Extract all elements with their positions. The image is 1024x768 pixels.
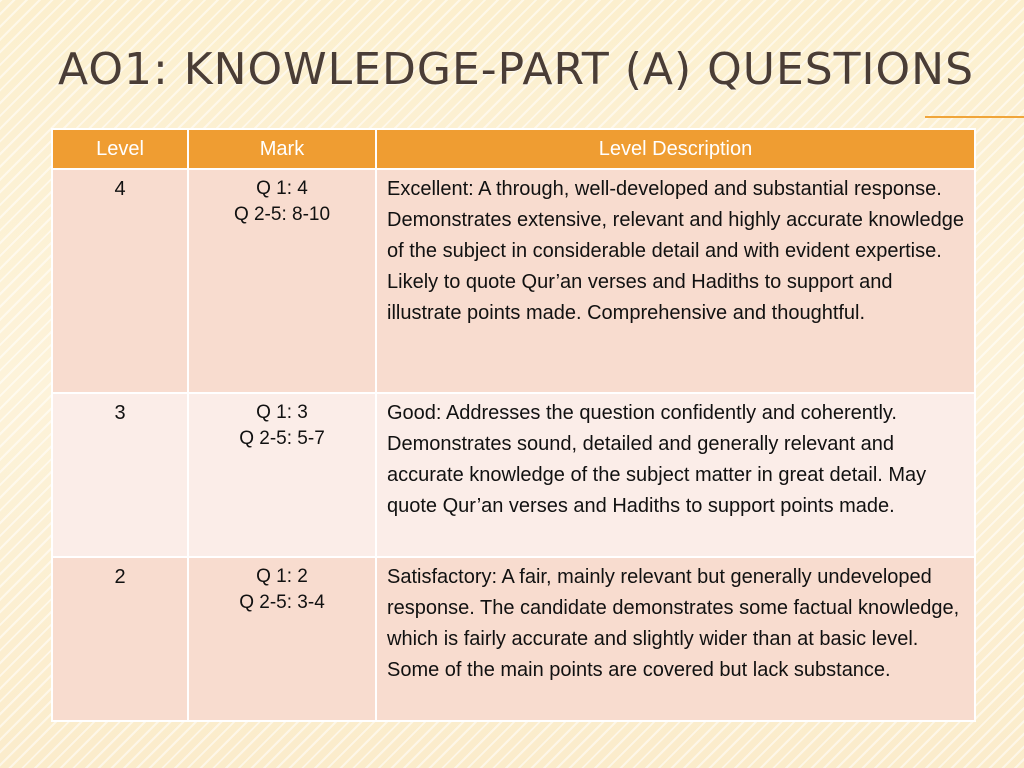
description-label: Excellent:	[387, 178, 474, 200]
mark-scheme-table	[51, 128, 976, 722]
mark-scheme-table-container	[51, 128, 974, 722]
description-label: Good:	[387, 402, 442, 424]
header-level-description: Level Description	[376, 129, 975, 169]
table-row	[52, 393, 975, 557]
header-level: Level	[52, 129, 188, 169]
description-cell	[376, 393, 975, 557]
description-text: A fair, mainly relevant but generally undeveloped response. The candidate demonstrates some factual knowledge, which is fairly accurate and slightly wider than at basic level. Some of the main points are covered but lack substance.	[387, 566, 960, 681]
level-cell: 3	[52, 393, 188, 557]
title-accent-rule	[925, 116, 1024, 118]
level-cell: 2	[52, 557, 188, 721]
description-cell	[376, 557, 975, 721]
header-row	[52, 129, 975, 169]
table-row	[52, 169, 975, 393]
description-cell	[376, 169, 975, 393]
mark-cell	[188, 557, 376, 721]
mark-q1: Q 1: 4	[256, 178, 308, 199]
mark-cell	[188, 393, 376, 557]
mark-cell	[188, 169, 376, 393]
header-mark: Mark	[188, 129, 376, 169]
mark-q1: Q 1: 2	[256, 566, 308, 587]
description-label: Satisfactory:	[387, 566, 498, 588]
level-cell: 4	[52, 169, 188, 393]
mark-q2-5: Q 2-5: 8-10	[233, 204, 331, 225]
mark-q2-5: Q 2-5: 5-7	[239, 428, 325, 449]
mark-q1: Q 1: 3	[256, 402, 308, 423]
slide-title: AO1: KNOWLEDGE-PART (A) QUESTIONS	[58, 44, 975, 95]
description-text: Addresses the question confidently and coherently. Demonstrates sound, detailed and generally relevant and accurate knowledge of the subject matter in great detail. May quote Qur’an verses and Hadiths to support points made.	[387, 402, 927, 517]
description-text: A through, well-developed and substantial response. Demonstrates extensive, relevant and highly accurate knowledge of the subject in considerable detail and with evident expertise. Likely to quote Qur’an verses and Hadiths to support and illustrate points made. Comprehensive and thoughtful.	[387, 178, 964, 324]
table-row	[52, 557, 975, 721]
table-header	[52, 129, 975, 169]
table-body	[52, 169, 975, 721]
mark-q2-5: Q 2-5: 3-4	[239, 592, 325, 613]
